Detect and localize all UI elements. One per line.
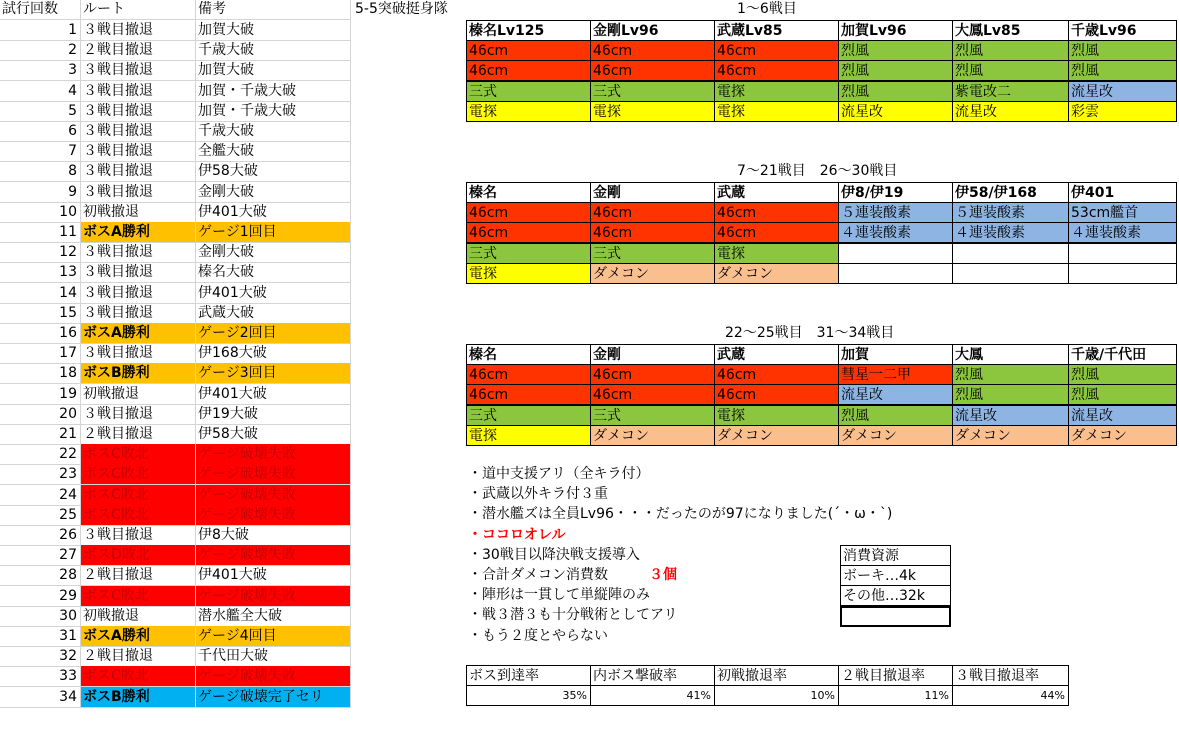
route-cell[interactable]: ３戦目撤退 bbox=[81, 161, 196, 182]
fleet-title: 5-5突破挺身隊 bbox=[355, 1, 448, 17]
equipment-cell[interactable]: 烈風 bbox=[952, 60, 1069, 81]
equipment-cell[interactable]: 46cm bbox=[466, 222, 591, 243]
equipment-cell[interactable]: 46cm bbox=[466, 364, 591, 385]
ship-header-cell[interactable]: 伊58/伊168 bbox=[952, 182, 1069, 203]
route-cell[interactable]: ボスC敗北 bbox=[81, 666, 196, 687]
route-cell[interactable]: ボスA勝利 bbox=[81, 323, 196, 344]
note-cell[interactable]: 榛名大破 bbox=[196, 262, 351, 283]
equipment-cell[interactable]: 電探 bbox=[714, 101, 839, 122]
trial-number[interactable]: 25 bbox=[0, 505, 81, 526]
equipment-cell[interactable] bbox=[952, 243, 1069, 264]
route-cell[interactable]: ３戦目撤退 bbox=[81, 101, 196, 122]
trial-number[interactable]: 15 bbox=[0, 303, 81, 324]
equipment-cell[interactable]: 彗星一二甲 bbox=[838, 364, 953, 385]
equipment-cell[interactable]: 46cm bbox=[590, 202, 715, 223]
equipment-cell[interactable]: 三式 bbox=[590, 405, 715, 426]
note-cell[interactable]: ゲージ破壊失敗 bbox=[196, 505, 351, 526]
trial-number[interactable]: 19 bbox=[0, 384, 81, 405]
equipment-cell[interactable]: 46cm bbox=[714, 222, 839, 243]
note-line: ・30戦目以降決戦支援導入 bbox=[468, 547, 640, 563]
ship-header-cell[interactable]: 金剛 bbox=[590, 344, 715, 365]
route-cell[interactable]: ３戦目撤退 bbox=[81, 262, 196, 283]
route-cell[interactable]: ボスC敗北 bbox=[81, 586, 196, 607]
route-cell[interactable]: ２戦目撤退 bbox=[81, 424, 196, 445]
note-cell[interactable]: 伊58大破 bbox=[196, 424, 351, 445]
ship-header-cell[interactable]: 千歳Lv96 bbox=[1068, 20, 1177, 41]
route-cell[interactable]: ボスA勝利 bbox=[81, 222, 196, 243]
equipment-cell[interactable]: 流星改 bbox=[838, 384, 953, 405]
equipment-cell[interactable]: 53cm艦首 bbox=[1068, 202, 1177, 223]
trial-number[interactable]: 32 bbox=[0, 646, 81, 667]
resource-cell[interactable]: その他…32k bbox=[840, 585, 951, 606]
ship-header-cell[interactable]: 榛名Lv125 bbox=[466, 20, 591, 41]
equipment-cell[interactable]: 電探 bbox=[714, 405, 839, 426]
equipment-cell[interactable]: 46cm bbox=[590, 364, 715, 385]
trial-number[interactable]: 18 bbox=[0, 363, 81, 384]
note-line: ・戦３潜３も十分戦術としてアリ bbox=[468, 607, 678, 623]
trial-number[interactable]: 14 bbox=[0, 283, 81, 304]
equipment-cell[interactable] bbox=[1068, 263, 1177, 284]
route-cell[interactable]: ３戦目撤退 bbox=[81, 182, 196, 203]
equipment-cell[interactable]: 三式 bbox=[466, 243, 591, 264]
trial-number[interactable]: 30 bbox=[0, 606, 81, 627]
note-cell[interactable]: ゲージ破壊完了セリ bbox=[196, 687, 351, 708]
equipment-cell[interactable]: ダメコン bbox=[590, 263, 715, 284]
equipment-cell[interactable]: 46cm bbox=[590, 384, 715, 405]
equipment-cell[interactable]: 三式 bbox=[590, 81, 715, 102]
equipment-cell[interactable]: 三式 bbox=[466, 81, 591, 102]
equipment-cell[interactable]: ダメコン bbox=[838, 425, 953, 446]
note-cell[interactable]: ゲージ破壊失敗 bbox=[196, 666, 351, 687]
note-cell[interactable]: ゲージ破壊失敗 bbox=[196, 464, 351, 485]
stat-value[interactable]: 44% bbox=[952, 685, 1069, 706]
route-cell[interactable]: ２戦目撤退 bbox=[81, 40, 196, 61]
note-cell[interactable]: 伊168大破 bbox=[196, 343, 351, 364]
ship-header-cell[interactable]: 武蔵Lv85 bbox=[714, 20, 839, 41]
equipment-cell[interactable]: 電探 bbox=[590, 101, 715, 122]
equipment-cell[interactable] bbox=[952, 263, 1069, 284]
equipment-cell[interactable]: ダメコン bbox=[1068, 425, 1177, 446]
equipment-cell[interactable] bbox=[838, 263, 953, 284]
note-line: ・道中支援アリ（全キラ付） bbox=[468, 466, 650, 482]
trial-number[interactable]: 12 bbox=[0, 242, 81, 263]
equipment-cell[interactable]: 46cm bbox=[714, 364, 839, 385]
trial-number[interactable]: 4 bbox=[0, 81, 81, 102]
trial-number[interactable]: 33 bbox=[0, 666, 81, 687]
equipment-cell[interactable]: 三式 bbox=[590, 243, 715, 264]
equipment-cell[interactable]: ４連装酸素 bbox=[1068, 222, 1177, 243]
note-cell[interactable]: ゲージ2回目 bbox=[196, 323, 351, 344]
note-line: ・合計ダメコン消費数 bbox=[468, 567, 608, 583]
route-cell[interactable]: 初戦撤退 bbox=[81, 384, 196, 405]
ship-header-cell[interactable]: 加賀Lv96 bbox=[838, 20, 953, 41]
route-cell[interactable]: ３戦目撤退 bbox=[81, 404, 196, 425]
route-cell[interactable]: ３戦目撤退 bbox=[81, 81, 196, 102]
trial-number[interactable]: 6 bbox=[0, 121, 81, 142]
ship-header-cell[interactable]: 榛名 bbox=[466, 344, 591, 365]
note-line: ・武蔵以外キラ付３重 bbox=[468, 486, 608, 502]
ship-header-cell[interactable]: 伊8/伊19 bbox=[838, 182, 953, 203]
equipment-cell[interactable]: 46cm bbox=[466, 202, 591, 223]
trial-number[interactable]: 11 bbox=[0, 222, 81, 243]
ship-header-cell[interactable]: 武蔵 bbox=[714, 182, 839, 203]
route-cell[interactable]: ３戦目撤退 bbox=[81, 343, 196, 364]
note-cell[interactable]: 潜水艦全大破 bbox=[196, 606, 351, 627]
equipment-cell[interactable]: 烈風 bbox=[1068, 384, 1177, 405]
note-cell[interactable]: ゲージ破壊失敗 bbox=[196, 485, 351, 506]
route-cell[interactable]: 初戦撤退 bbox=[81, 606, 196, 627]
note-cell[interactable]: 伊401大破 bbox=[196, 202, 351, 223]
ship-header-cell[interactable]: 千歳/千代田 bbox=[1068, 344, 1177, 365]
route-cell[interactable]: ３戦目撤退 bbox=[81, 525, 196, 546]
note-cell[interactable]: 加賀・千歳大破 bbox=[196, 81, 351, 102]
route-cell[interactable]: ボスC敗北 bbox=[81, 464, 196, 485]
equipment-cell[interactable]: 三式 bbox=[466, 405, 591, 426]
route-cell[interactable]: ボスB勝利 bbox=[81, 687, 196, 708]
stat-label: ２戦目撤退率 bbox=[838, 665, 953, 686]
equipment-cell[interactable]: 電探 bbox=[466, 263, 591, 284]
stat-label: ボス到達率 bbox=[466, 665, 591, 686]
note-cell[interactable]: 伊58大破 bbox=[196, 161, 351, 182]
stat-label: 内ボス撃破率 bbox=[590, 665, 715, 686]
equipment-cell[interactable]: 46cm bbox=[466, 60, 591, 81]
equipment-cell[interactable]: 電探 bbox=[466, 425, 591, 446]
trial-number[interactable]: 31 bbox=[0, 626, 81, 647]
trial-number[interactable]: 13 bbox=[0, 262, 81, 283]
trial-number[interactable]: 7 bbox=[0, 141, 81, 162]
equipment-cell[interactable]: 電探 bbox=[466, 101, 591, 122]
trial-number[interactable]: 10 bbox=[0, 202, 81, 223]
equipment-cell[interactable]: ダメコン bbox=[714, 263, 839, 284]
trial-number[interactable]: 9 bbox=[0, 182, 81, 203]
note-line: ・ココロオレル bbox=[468, 527, 566, 543]
damecon-count: ３個 bbox=[649, 567, 677, 583]
equipment-cell[interactable]: 烈風 bbox=[952, 40, 1069, 61]
equipment-cell[interactable]: 46cm bbox=[466, 384, 591, 405]
route-cell[interactable]: ３戦目撤退 bbox=[81, 141, 196, 162]
ship-header-cell[interactable]: 大鳳Lv85 bbox=[952, 20, 1069, 41]
equipment-cell[interactable]: 烈風 bbox=[838, 60, 953, 81]
equipment-cell[interactable]: ５連装酸素 bbox=[838, 202, 953, 223]
resource-cell[interactable]: ボーキ…4k bbox=[840, 565, 951, 586]
equipment-cell[interactable]: ダメコン bbox=[590, 425, 715, 446]
loadout-caption: 1～6戦目 bbox=[737, 1, 797, 17]
equipment-cell[interactable]: 流星改 bbox=[1068, 405, 1177, 426]
note-line: ・もう２度とやらない bbox=[468, 628, 608, 644]
trial-number[interactable]: 29 bbox=[0, 586, 81, 607]
equipment-cell[interactable]: ダメコン bbox=[714, 425, 839, 446]
route-cell[interactable]: ボスB勝利 bbox=[81, 363, 196, 384]
trial-number[interactable]: 24 bbox=[0, 485, 81, 506]
note-cell[interactable]: 千歳大破 bbox=[196, 121, 351, 142]
ship-header-cell[interactable]: 大鳳 bbox=[952, 344, 1069, 365]
equipment-cell[interactable]: 烈風 bbox=[1068, 40, 1177, 61]
ship-header-cell[interactable]: 金剛 bbox=[590, 182, 715, 203]
equipment-cell[interactable] bbox=[1068, 243, 1177, 264]
equipment-cell[interactable]: 紫電改二 bbox=[952, 81, 1069, 102]
note-cell[interactable]: ゲージ破壊失敗 bbox=[196, 444, 351, 465]
note-cell[interactable]: 加賀大破 bbox=[196, 20, 351, 41]
equipment-cell[interactable]: ５連装酸素 bbox=[952, 202, 1069, 223]
header-note: 備考 bbox=[196, 0, 351, 20]
note-cell[interactable]: 伊401大破 bbox=[196, 283, 351, 304]
equipment-cell[interactable]: 流星改 bbox=[1068, 81, 1177, 102]
equipment-cell[interactable]: 電探 bbox=[714, 243, 839, 264]
note-cell[interactable]: ゲージ3回目 bbox=[196, 363, 351, 384]
trial-number[interactable]: 1 bbox=[0, 20, 81, 41]
trial-number[interactable]: 26 bbox=[0, 525, 81, 546]
ship-header-cell[interactable]: 武蔵 bbox=[714, 344, 839, 365]
equipment-cell[interactable]: 烈風 bbox=[1068, 60, 1177, 81]
equipment-cell[interactable]: 烈風 bbox=[838, 40, 953, 61]
trial-number[interactable]: 16 bbox=[0, 323, 81, 344]
equipment-cell[interactable]: 電探 bbox=[714, 81, 839, 102]
trial-number[interactable]: 17 bbox=[0, 343, 81, 364]
header-trial-count: 試行回数 bbox=[0, 0, 81, 20]
note-line: ・潜水艦ズは全員Lv96・・・だったのが97になりました(´・ω・`) bbox=[468, 506, 893, 522]
equipment-cell[interactable]: 46cm bbox=[714, 202, 839, 223]
resource-cell[interactable] bbox=[840, 606, 951, 627]
note-cell[interactable]: 金剛大破 bbox=[196, 242, 351, 263]
note-cell[interactable]: ゲージ破壊失敗 bbox=[196, 545, 351, 566]
note-cell[interactable]: 伊19大破 bbox=[196, 404, 351, 425]
note-line: ・陣形は一貫して単縦陣のみ bbox=[468, 587, 650, 603]
equipment-cell[interactable]: ４連装酸素 bbox=[952, 222, 1069, 243]
resources-title[interactable]: 消費資源 bbox=[840, 545, 951, 566]
equipment-cell[interactable]: 46cm bbox=[714, 384, 839, 405]
note-cell[interactable]: 伊8大破 bbox=[196, 525, 351, 546]
note-cell[interactable]: ゲージ破壊失敗 bbox=[196, 586, 351, 607]
equipment-cell[interactable]: 彩雲 bbox=[1068, 101, 1177, 122]
route-cell[interactable]: ３戦目撤退 bbox=[81, 242, 196, 263]
equipment-cell[interactable]: 46cm bbox=[590, 60, 715, 81]
note-cell[interactable]: 千歳大破 bbox=[196, 40, 351, 61]
equipment-cell[interactable]: 烈風 bbox=[952, 364, 1069, 385]
note-cell[interactable]: 加賀・千歳大破 bbox=[196, 101, 351, 122]
stat-label: 初戦撤退率 bbox=[714, 665, 839, 686]
equipment-cell[interactable]: 烈風 bbox=[1068, 364, 1177, 385]
route-cell[interactable]: ボスA勝利 bbox=[81, 626, 196, 647]
stat-label: ３戦目撤退率 bbox=[952, 665, 1069, 686]
trial-number[interactable]: 23 bbox=[0, 464, 81, 485]
trial-number[interactable]: 8 bbox=[0, 161, 81, 182]
note-cell[interactable]: 武蔵大破 bbox=[196, 303, 351, 324]
loadout-caption: 7～21戦目 26～30戦目 bbox=[737, 163, 898, 179]
route-cell[interactable]: ２戦目撤退 bbox=[81, 646, 196, 667]
ship-header-cell[interactable]: 加賀 bbox=[838, 344, 953, 365]
equipment-cell[interactable] bbox=[838, 243, 953, 264]
route-cell[interactable]: ボスD敗北 bbox=[81, 545, 196, 566]
stat-value[interactable]: 41% bbox=[590, 685, 715, 706]
route-cell[interactable]: ３戦目撤退 bbox=[81, 303, 196, 324]
trial-number[interactable]: 22 bbox=[0, 444, 81, 465]
equipment-cell[interactable]: 烈風 bbox=[952, 384, 1069, 405]
trial-number[interactable]: 34 bbox=[0, 687, 81, 708]
equipment-cell[interactable]: ４連装酸素 bbox=[838, 222, 953, 243]
trial-number[interactable]: 21 bbox=[0, 424, 81, 445]
stat-value[interactable]: 11% bbox=[838, 685, 953, 706]
route-cell[interactable]: 初戦撤退 bbox=[81, 202, 196, 223]
note-cell[interactable]: 金剛大破 bbox=[196, 182, 351, 203]
note-cell[interactable]: 加賀大破 bbox=[196, 60, 351, 81]
loadout-caption: 22～25戦目 31～34戦目 bbox=[725, 325, 895, 341]
equipment-cell[interactable]: 流星改 bbox=[952, 101, 1069, 122]
equipment-cell[interactable]: 烈風 bbox=[838, 405, 953, 426]
note-cell[interactable]: ゲージ4回目 bbox=[196, 626, 351, 647]
equipment-cell[interactable]: ダメコン bbox=[952, 425, 1069, 446]
equipment-cell[interactable]: 烈風 bbox=[838, 81, 953, 102]
equipment-cell[interactable]: 流星改 bbox=[952, 405, 1069, 426]
stat-value[interactable]: 35% bbox=[466, 685, 591, 706]
trial-number[interactable]: 3 bbox=[0, 60, 81, 81]
equipment-cell[interactable]: 46cm bbox=[590, 40, 715, 61]
trial-number[interactable]: 28 bbox=[0, 565, 81, 586]
route-cell[interactable]: ３戦目撤退 bbox=[81, 283, 196, 304]
route-cell[interactable]: ボスC敗北 bbox=[81, 444, 196, 465]
route-cell[interactable]: ３戦目撤退 bbox=[81, 20, 196, 41]
route-cell[interactable]: ボスC敗北 bbox=[81, 485, 196, 506]
route-cell[interactable]: ３戦目撤退 bbox=[81, 121, 196, 142]
route-cell[interactable]: ボスC敗北 bbox=[81, 505, 196, 526]
equipment-cell[interactable]: 46cm bbox=[714, 40, 839, 61]
ship-header-cell[interactable]: 榛名 bbox=[466, 182, 591, 203]
note-cell[interactable]: 伊401大破 bbox=[196, 565, 351, 586]
equipment-cell[interactable]: 流星改 bbox=[838, 101, 953, 122]
stat-value[interactable]: 10% bbox=[714, 685, 839, 706]
ship-header-cell[interactable]: 金剛Lv96 bbox=[590, 20, 715, 41]
equipment-cell[interactable]: 46cm bbox=[714, 60, 839, 81]
route-cell[interactable]: ３戦目撤退 bbox=[81, 60, 196, 81]
header-route: ルート bbox=[81, 0, 196, 20]
equipment-cell[interactable]: 46cm bbox=[466, 40, 591, 61]
equipment-cell[interactable]: 46cm bbox=[590, 222, 715, 243]
route-cell[interactable]: ２戦目撤退 bbox=[81, 565, 196, 586]
trial-number[interactable]: 5 bbox=[0, 101, 81, 122]
trial-number[interactable]: 20 bbox=[0, 404, 81, 425]
note-cell[interactable]: 千代田大破 bbox=[196, 646, 351, 667]
note-cell[interactable]: 全艦大破 bbox=[196, 141, 351, 162]
ship-header-cell[interactable]: 伊401 bbox=[1068, 182, 1177, 203]
trial-number[interactable]: 27 bbox=[0, 545, 81, 566]
trial-number[interactable]: 2 bbox=[0, 40, 81, 61]
note-cell[interactable]: ゲージ1回目 bbox=[196, 222, 351, 243]
note-cell[interactable]: 伊401大破 bbox=[196, 384, 351, 405]
